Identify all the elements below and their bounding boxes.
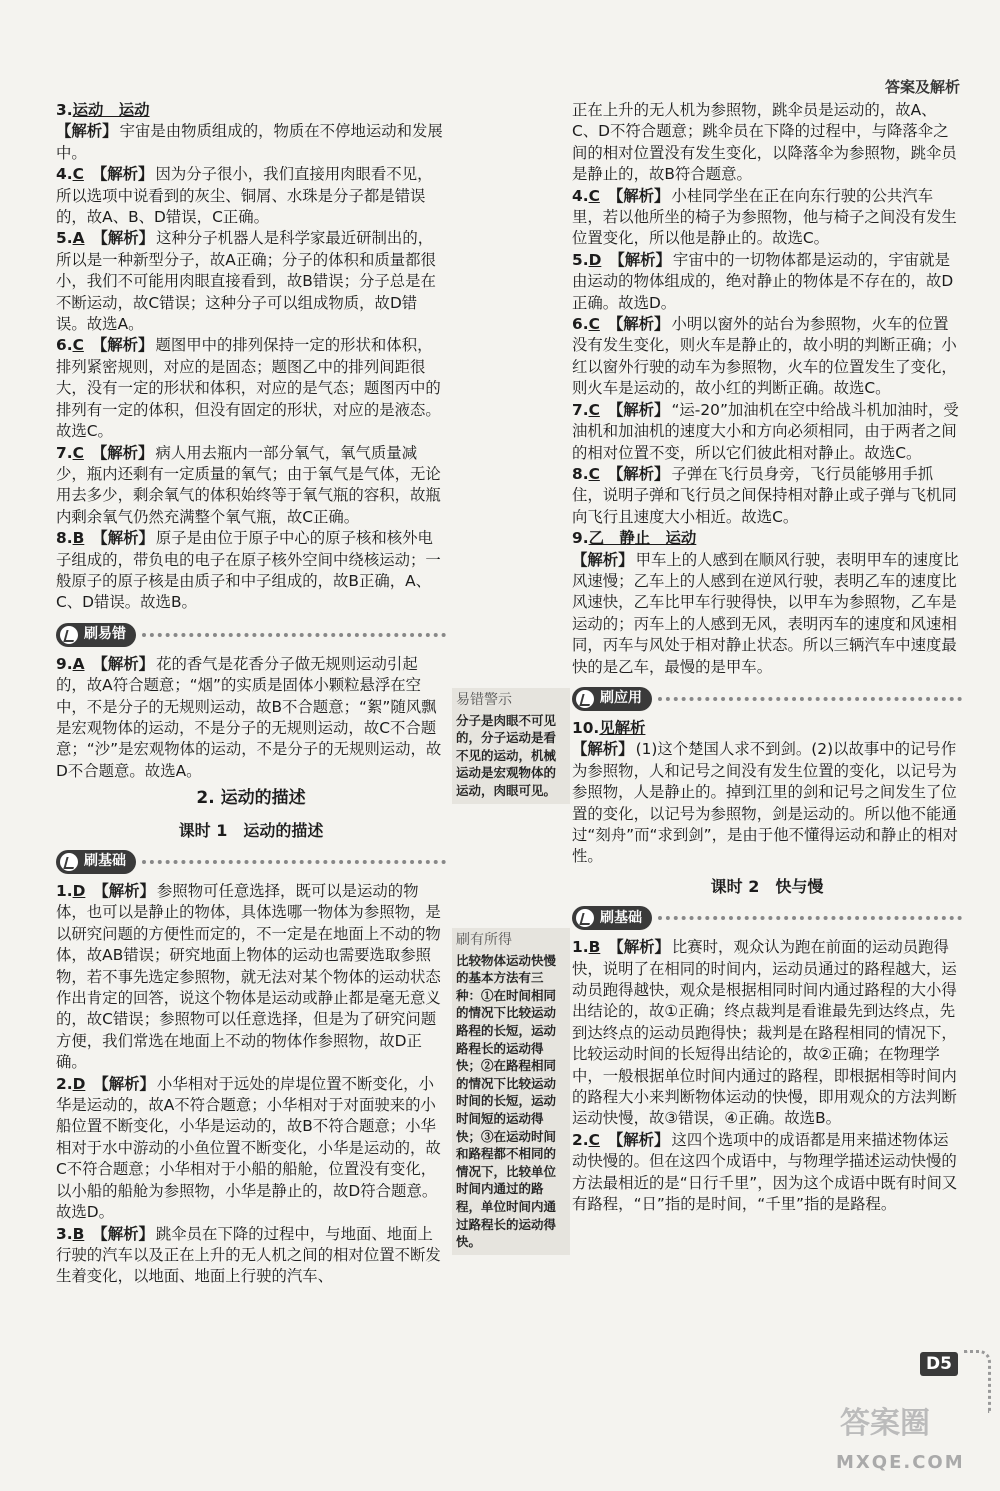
watermark-url: MXQE.COM: [836, 1452, 965, 1473]
pen-icon: [576, 909, 594, 927]
corner-dotted-decoration: [964, 1350, 991, 1413]
answer-item: 3.B 【解析】 跳伞员在下降的过程中，与地面、地面上行驶的汽车以及正在上升的无人机之间的相对位置不断发生着变化，以地面、地面上行驶的汽车、: [56, 1224, 441, 1286]
pen-icon: [60, 626, 78, 644]
answer-item: 8.B 【解析】 原子是由位于原子中心的原子核和核外电子组成的，带负电的电子在原子核外空间中绕核运动；一般原子的原子核是由质子和中子组成的，故B正确，A、C、D错误。故选B。: [56, 529, 441, 612]
left-column: [56, 100, 446, 1288]
answer-item: 3.运动 运动 【解析】 宇宙是由物质组成的，物质在不停地运动和发展中。: [56, 101, 443, 162]
section-badge: 刷应用: [572, 687, 652, 711]
answer-item: 4.C 【解析】 因为分子很小，我们直接用肉眼看不见，所以选项中说看到的灰尘、铜屑、水珠是分子都是错误的，故A、B、D错误，C正确。: [56, 165, 433, 227]
dotted-divider: [142, 860, 446, 864]
answer-item: 2.D 【解析】 小华相对于远处的岸堤位置不断变化，小华是运动的，故A不符合题意；小华相对于对面驶来的小船位置不断变化，小华是运动的，故B不符合题意；小华相对于水中游动的小鱼位置不断变化，小华是运动的，故C不符合题意；小华相对于小船的船舱，位置没有变化，以小船的船舱为参照物，小华是静止的，故D符合题意。故选D。: [56, 1074, 441, 1222]
answer-item: 1.D 【解析】 参照物可任意选择，既可以是运动的物体，也可以是静止的物体，具体选哪一物体为参照物，是以研究问题的方便性而定的，不一定是在地面上不动的物体，故AB错误；研究地面上物体的运动也需要选取参照物，若不事先选定参照物，就无法对某个物体的运动状态作出肯定的回答，说这个物体是运动或静止都是毫无意义的，故C错误；参照物可以任意选择，但是为了研究问题方便，我们常选在地面上不动的物体作参照物，故D正确。: [56, 882, 441, 1072]
watermark-logo: 答案圈: [840, 1406, 930, 1441]
answer-item: 4.C 【解析】 小桂同学坐在正在向东行驶的公共汽车里，若以他所坐的椅子为参照物，他与椅子之间没有发生位置变化，所以他是静止的。故选C。: [572, 186, 957, 248]
answer-item: 6.C 【解析】 题图甲中的排列保持一定的形状和体积，排列紧密规则，对应的是固态；题图乙中的排列间距很大，没有一定的形状和体积，对应的是气态；题图丙中的排列有一定的体积，但没有固定的形状，对应的是液态。故选C。: [56, 336, 441, 441]
section-badge: 刷易错: [56, 623, 136, 647]
section-bar-yingyong: [572, 686, 962, 712]
side-note-suode: 刷有所得 比较物体运动快慢的基本方法有三种：①在时间相同的情况下比较运动路程的长短，运动路程长的运动得快；②在路程相同的情况下比较运动时间的长短，运动时间短的运动得快；③在运动时间和路程都不相同的情况下，比较单位时间内通过的路程，单位时间内通过路程长的运动得快。: [452, 928, 570, 1255]
lesson-title: 课时 2 快与慢: [710, 876, 824, 896]
page-number: D5: [920, 1352, 958, 1376]
left-items-a: [56, 100, 446, 614]
section-bar-jichu: [56, 849, 446, 875]
dotted-divider: [658, 916, 962, 920]
continued-text: 正在上升的无人机为参照物，跳伞员是运动的，故A、C、D不符合题意；跳伞员在下降的过程中，与降落伞之间的相对位置没有发生变化，以降落伞为参照物，跳伞员是静止的，故B符合题意。: [572, 101, 957, 184]
dotted-divider: [658, 697, 962, 701]
section-badge: 刷基础: [56, 850, 136, 874]
answer-item: 9.A 【解析】 花的香气是花香分子做无规则运动引起的，故A符合题意；“烟”的实质是固体小颗粒悬浮在空中，不是分子的无规则运动，故B不合题意；“絮”随风飘是宏观物体的运动，不是分子的无规则运动，故C不合题意；“沙”是宏观物体的运动，不是分子的无规则运动，故D不合题意。故选A。: [56, 654, 442, 780]
section-bar-yicuo: [56, 622, 446, 648]
side-note-yicuo: 易错警示 分子是肉眼不可见的，分子运动是看不见的运动，机械运动是宏观物体的运动，肉眼可见。: [452, 688, 570, 804]
pen-icon: [576, 690, 594, 708]
answer-item: 2.C 【解析】 这四个选项中的成语都是用来描述物体运动快慢的。但在这四个成语中，与物理学描述运动快慢的方法最相近的是“日行千里”，因为这个成语中既有时间又有路程，“日”指的是时间，“千里”指的是路程。: [572, 1130, 958, 1214]
answer-item: 6.C 【解析】 小明以窗外的站台为参照物，火车的位置没有发生变化，则火车是静止的，故小明的判断正确；小红以窗外行驶的动车为参照物，火车的位置发生了变化，则火车是运动的，故小红的判断正确。故选C。: [572, 315, 957, 398]
section-bar-jichu: [572, 905, 962, 931]
answer-item: 1.B 【解析】 比赛时，观众认为跑在前面的运动员跑得快，说明了在相同的时间内，运动员通过的路程越大，运动员跑得越快，观众是根据相同时间内通过路程的大小得出结论的，故①正确；终点裁判是看谁最先到达终点，先到达终点的运动员跑得快；裁判是在路程相同的情况下，比较运动时间的长短得出结论的，故②正确；在物理学中，一般根据单位时间内通过的路程，即根据相等时间内的路程大小来判断物体运动的快慢，即用观众的方法判断运动快慢，故③错误，④正确。故选B。: [572, 938, 957, 1128]
lesson-title: 课时 1 运动的描述: [178, 820, 324, 840]
answer-item: 10.见解析 【解析】 (1)这个楚国人求不到剑。(2)以故事中的记号作为参照物，人和记号之间没有发生位置的变化，以记号为参照物，人是静止的。掉到江里的剑和记号之间发生了位置的变化，以记号为参照物，剑是运动的。所以他不能通过“刻舟”而“求到剑”，是由于他不懂得运动和静止的相对性。: [572, 718, 958, 866]
pen-icon: [60, 853, 78, 871]
right-column: [572, 100, 962, 1216]
page-header-title: 答案及解析: [884, 78, 960, 96]
answer-item: 7.C 【解析】 “运-20”加油机在空中给战斗机加油时，受油机和加油机的速度大小和方向必须相同，由于两者之间的相对位置不变，所以它们彼此相对静止。故选C。: [572, 400, 959, 462]
answer-item: 5.D 【解析】 宇宙中的一切物体都是运动的，宇宙就是由运动的物体组成的，绝对静止的物体是不存在的，故D正确。故选D。: [572, 250, 954, 312]
answer-item: 7.C 【解析】 病人用去瓶内一部分氧气，氧气质量减少，瓶内还剩有一定质量的氧气；由于氧气是气体，无论用去多少，剩余氧气的体积始终等于氧气瓶的容积，故瓶内剩余氧气仍然充满整个氧气瓶，故C正确。: [56, 443, 441, 526]
dotted-divider: [142, 633, 446, 637]
section-badge: 刷基础: [572, 906, 652, 930]
answer-item: 8.C 【解析】 子弹在飞行员身旁，飞行员能够用手抓住，说明子弹和飞行员之间保持相对静止或子弹与飞机同向飞行且速度大小相近。故选C。: [572, 464, 957, 526]
answer-item: 5.A 【解析】 这种分子机器人是科学家最近研制出的，所以是一种新型分子，故A正确；分子的体积和质量都很小，我们不可能用肉眼直接看到，故B错误；分子总是在不断运动，故C错误；这种分子可以组成物质，故D错误。故选A。: [56, 229, 436, 334]
answer-item: 9.乙 静止 运动 【解析】 甲车上的人感到在顺风行驶，表明甲车的速度比风速慢；乙车上的人感到在逆风行驶，表明乙车的速度比风速快，乙车比甲车行驶得快，以甲车为参照物，乙车是运动的；丙车上的人感到无风，表明丙车的速度和风速相同，丙车与风处于相对静止状态。所以三辆汽车中速度最快的是乙车，最慢的是甲车。: [572, 529, 959, 676]
chapter-title: 2. 运动的描述: [196, 788, 306, 809]
